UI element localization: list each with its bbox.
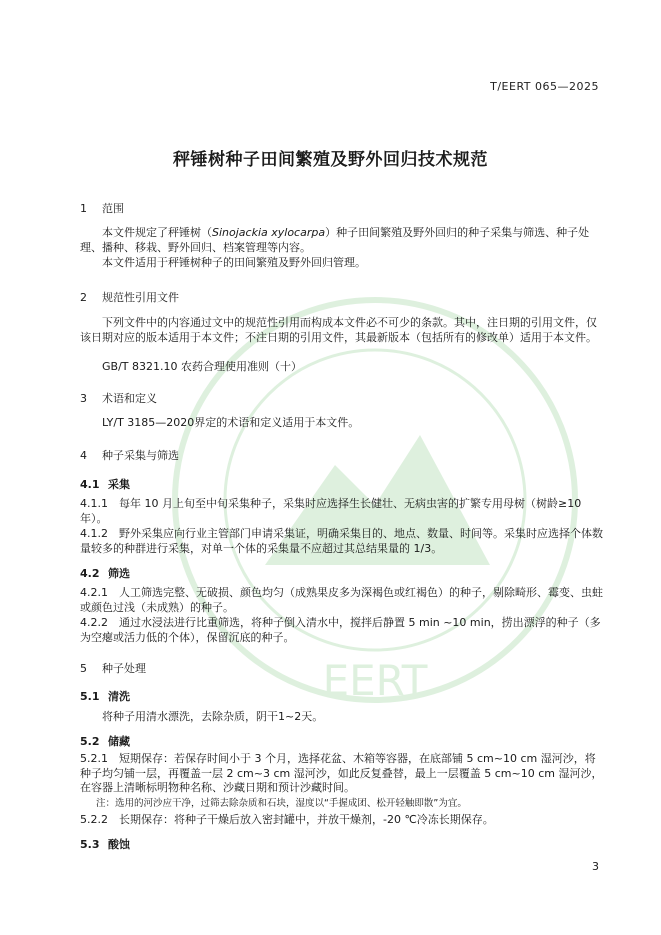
clause-5-2-2: 5.2.2 长期保存：将种子干燥后放入密封罐中，并放干燥剂，-20 ℃冷冻长期保存。: [80, 813, 494, 826]
clause-5-3-heading: 5.3 酸蚀: [80, 838, 130, 851]
latin-name: Sinojackia xylocarpa: [212, 226, 326, 239]
clause-4-1-2: 4.1.2 野外采集应向行业主管部门申请采集证，明确采集目的、地点、数量、时间等。采集时应选择个体数量较多的种群进行采集，对单一个体的采集量不应超过其总结果量的 1/3。: [80, 527, 603, 555]
clause-4-1-1: 4.1.1 每年 10 月上旬至中旬采集种子，采集时应选择生长健壮、无病虫害的扩繁专用母树（树龄≥10年）。: [80, 497, 582, 525]
section-3-para-1: LY/T 3185—2020界定的术语和定义适用于本文件。: [102, 416, 360, 429]
clause-4-2-2: 4.2.2 通过水浸法进行比重筛选，将种子倒入清水中，搅拌后静置 5 min ~10 min，捞出漂浮的种子（多为空瘪或活力低的个体），保留沉底的种子。: [80, 616, 601, 644]
section-4-heading: 4 种子采集与筛选: [80, 449, 179, 462]
watermark-text: EERT: [322, 656, 428, 705]
clause-5-2-heading: 5.2 储藏: [80, 735, 130, 748]
clause-5-1-heading: 5.1 清洗: [80, 690, 130, 703]
clause-4-2-heading: 4.2 筛选: [80, 567, 130, 580]
doc-code: T/EERT 065—2025: [490, 80, 599, 93]
note: 注：选用的河沙应干净，过筛去除杂质和石块，湿度以“手握成团、松开轻触即散”为宜。: [96, 798, 467, 809]
clause-4-2-1: 4.2.1 人工筛选完整、无破损、颜色均匀（成熟果皮多为深褐色或红褐色）的种子，剔除畸形、霉变、虫蛀或颜色过浅（未成熟）的种子。: [80, 586, 603, 614]
section-2-heading: 2 规范性引用文件: [80, 291, 179, 304]
page-number: 3: [592, 860, 599, 873]
section-1-para-1: 本文件规定了秤锤树（Sinojackia xylocarpa）种子田间繁殖及野外回归的种子采集与筛选、种子处理、播种、移栽、野外回归、档案管理等内容。: [80, 226, 590, 254]
page-title: 秤锤树种子田间繁殖及野外回归技术规范: [173, 150, 488, 170]
section-2-para-1: 下列文件中的内容通过文中的规范性引用而构成本文件必不可少的条款。其中，注日期的引用文件，仅该日期对应的版本适用于本文件；不注日期的引用文件，其最新版本（包括所有的修改单）适用于本文件。: [80, 316, 597, 344]
clause-5-1-para: 将种子用清水漂洗，去除杂质，阴干1~2天。: [102, 710, 324, 723]
clause-5-2-1: 5.2.1 短期保存：若保存时间小于 3 个月，选择花盆、木箱等容器，在底部铺 5 cm~10 cm 湿河沙，将种子均匀铺一层，再覆盖一层 2 cm~3 cm 湿河沙，如此反复叠替，最上一层覆盖 5 cm~10 cm 湿河沙，在容器上清晰标明物种名称、沙藏日期和预计沙藏时间。: [80, 752, 603, 795]
clause-4-1-heading: 4.1 采集: [80, 478, 130, 491]
section-5-heading: 5 种子处理: [80, 662, 146, 675]
section-1-para-2: 本文件适用于秤锤树种子的田间繁殖及野外回归管理。: [102, 256, 366, 269]
section-1-heading: 1 范围: [80, 202, 124, 215]
section-2-para-2: GB/T 8321.10 农药合理使用准则（十）: [102, 360, 302, 373]
section-3-heading: 3 术语和定义: [80, 392, 157, 405]
